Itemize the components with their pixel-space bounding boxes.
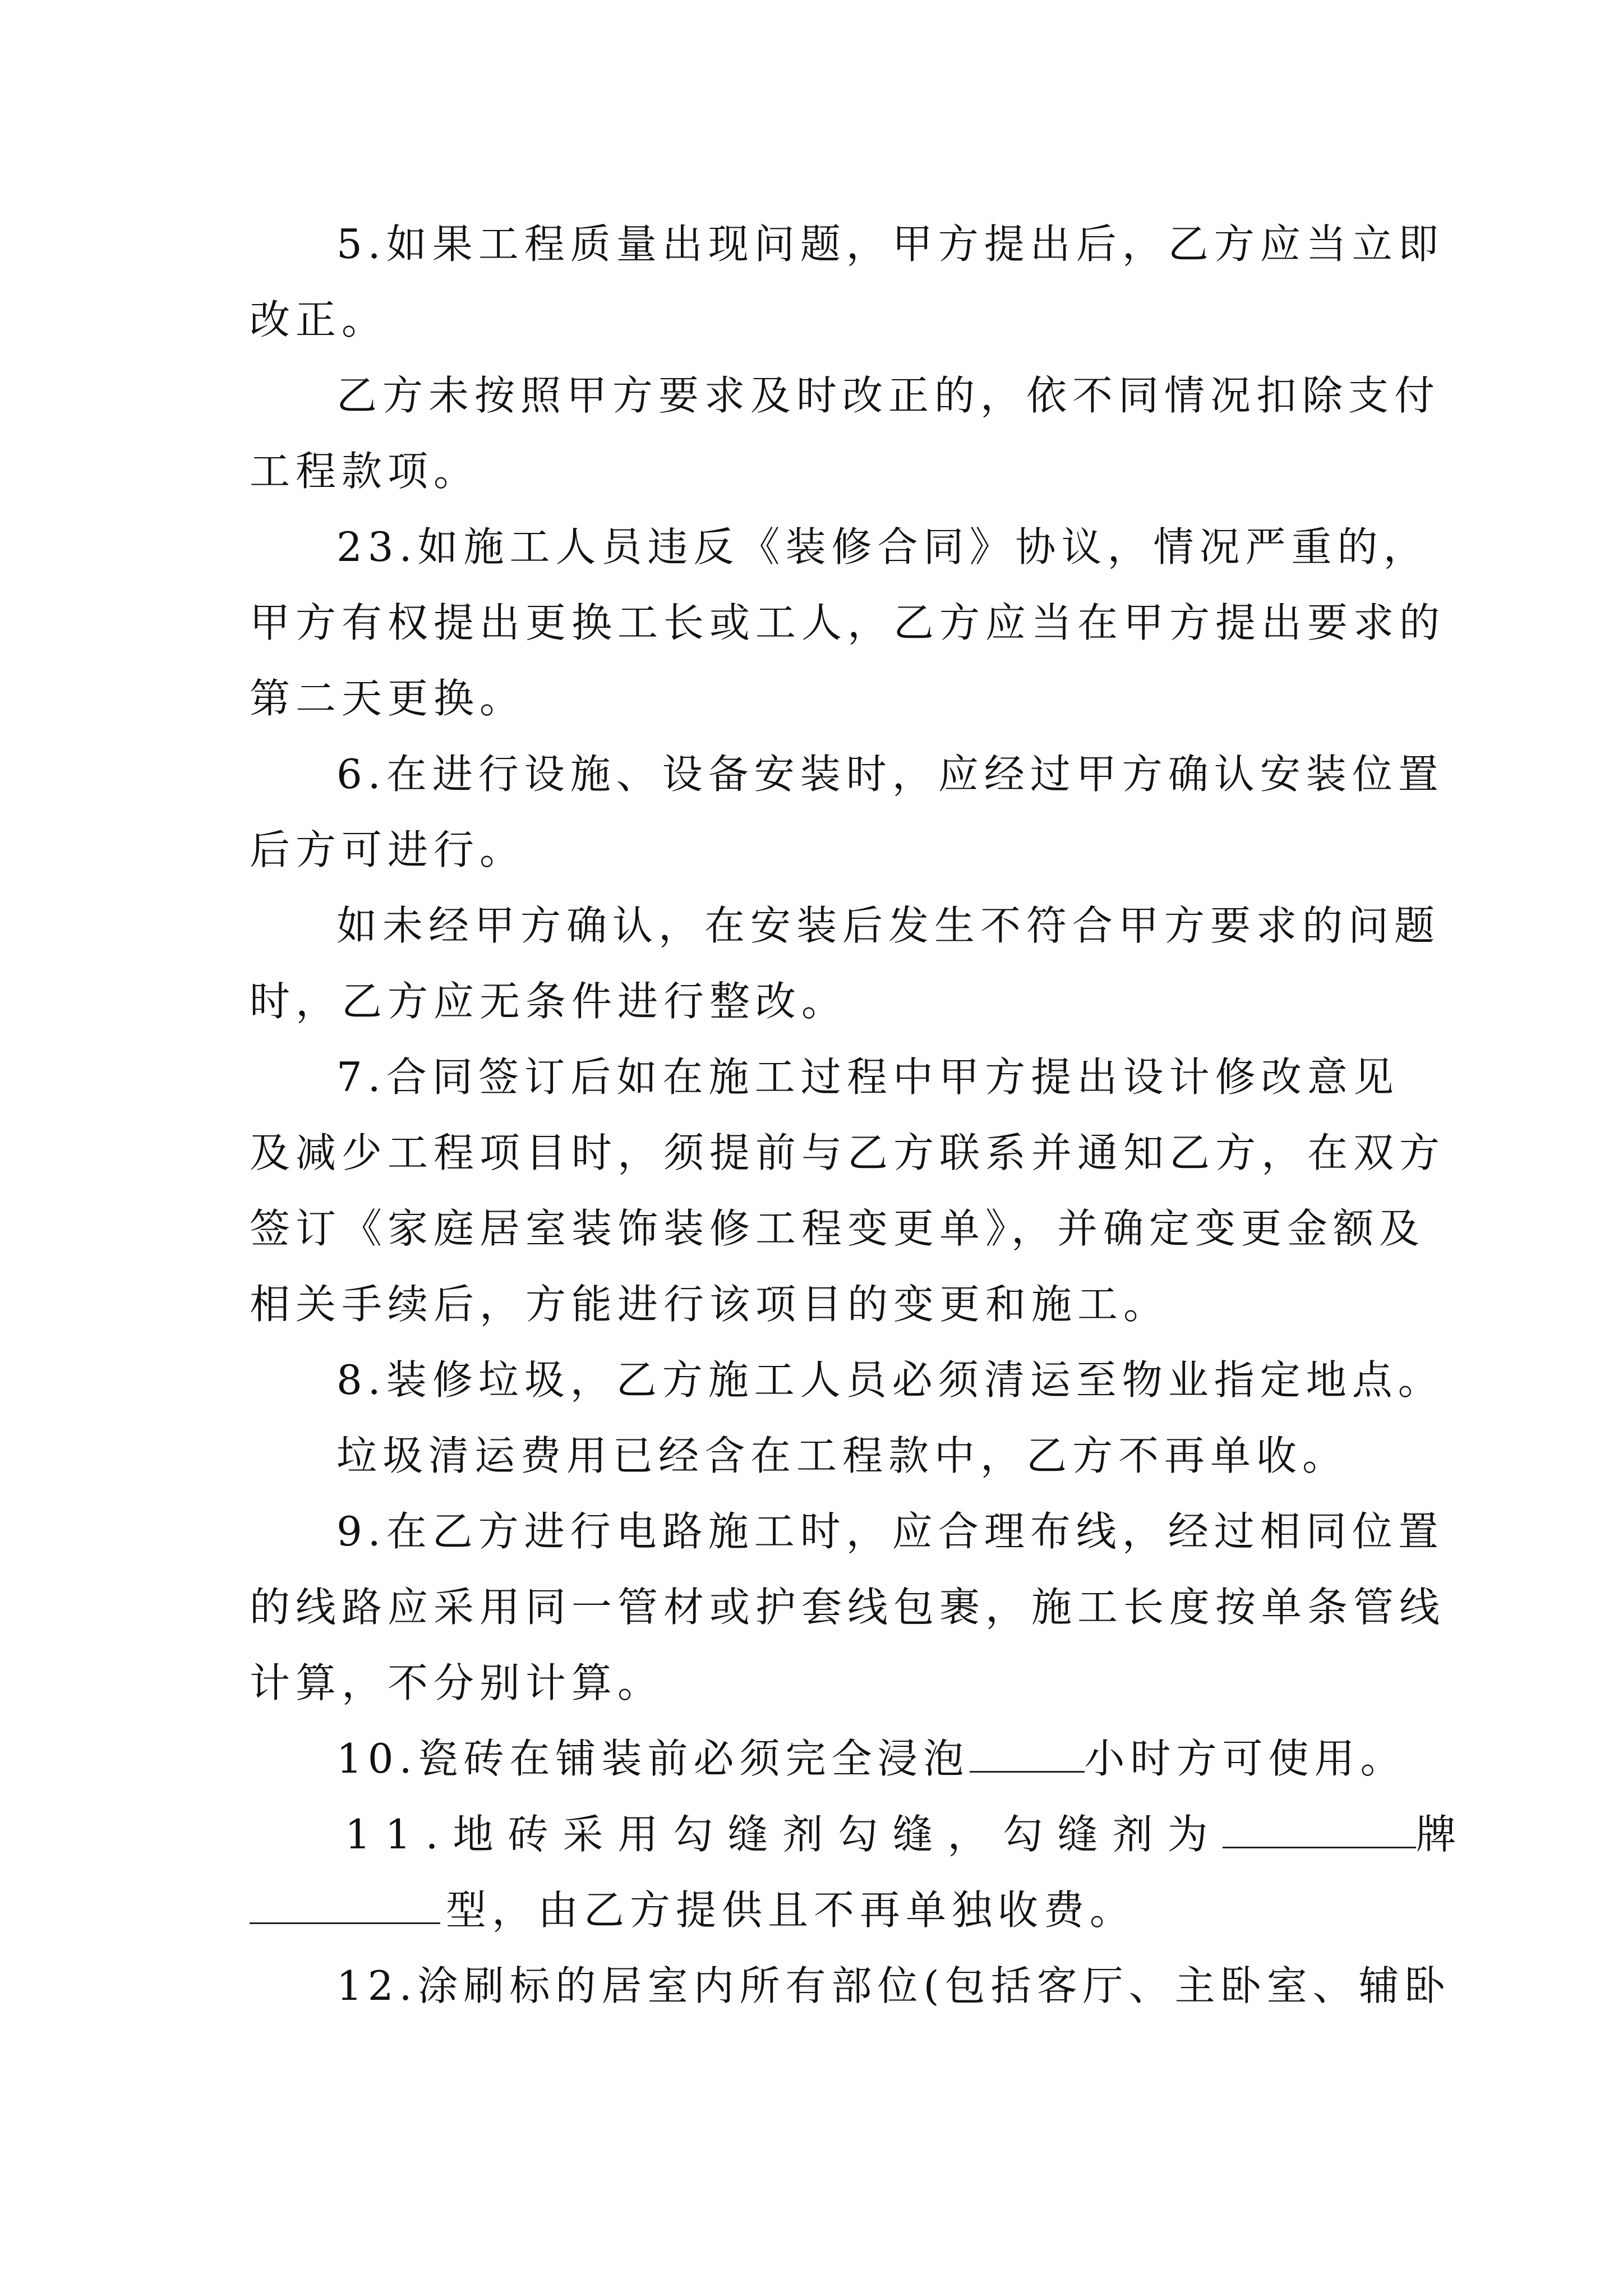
clause-10-line [336, 1728, 1407, 1789]
clause-6-note-line-2: 时，乙方应无条件进行整改。 [250, 978, 848, 1025]
grout-brand-blank [1223, 1811, 1416, 1848]
clause-23-line-3: 第二天更换。 [250, 675, 526, 722]
clause-6-note-line-1: 如未经甲方确认，在安装后发生不符合甲方要求的问题 [336, 902, 1441, 949]
clause-11-text-after: 牌 [1415, 1811, 1471, 1858]
clause-7-line-3: 签订《家庭居室装饰装修工程变更单》，并确定变更金额及 [250, 1205, 1426, 1252]
clause-7-line-4: 相关手续后，方能进行该项目的变更和施工。 [250, 1281, 1170, 1328]
clause-7-line-1: 7.合同签订后如在施工过程中甲方提出设计修改意见 [336, 1053, 1399, 1101]
clause-9-line-1: 9.在乙方进行电路施工时，应合理布线，经过相同位置 [336, 1508, 1444, 1555]
clause-10-text-before: 10.瓷砖在铺装前必须完全浸泡 [336, 1735, 970, 1782]
clause-10-text-after: 小时方可使用。 [1084, 1735, 1407, 1782]
clause-5-line-1: 5.如果工程质量出现问题，甲方提出后，乙方应当立即 [336, 220, 1444, 268]
clause-7-line-2: 及减少工程项目时，须提前与乙方联系并通知乙方，在双方 [250, 1129, 1446, 1176]
clause-9-line-3: 计算，不分别计算。 [250, 1659, 664, 1706]
soak-hours-blank [970, 1735, 1085, 1773]
clause-5-line-2: 改正。 [250, 296, 388, 343]
clause-23-line-1: 23.如施工人员违反《装修合同》协议，情况严重的， [336, 523, 1430, 570]
clause-11-line-2-text: 型，由乙方提供且不再单独收费。 [446, 1887, 1136, 1934]
clause-8-line-1: 8.装修垃圾，乙方施工人员必须清运至物业指定地点。 [336, 1356, 1444, 1404]
clause-5-note-line-1: 乙方未按照甲方要求及时改正的，依不同情况扣除支付 [336, 372, 1441, 419]
clause-5-note-line-2: 工程款项。 [250, 448, 480, 495]
grout-model-blank [250, 1887, 440, 1924]
clause-11-line-1 [345, 1803, 1471, 1865]
clause-6-line-2: 后方可进行。 [250, 826, 526, 873]
clause-6-line-1: 6.在进行设施、设备安装时，应经过甲方确认安装位置 [336, 751, 1444, 798]
clause-9-line-2: 的线路应采用同一管材或护套线包裹，施工长度按单条管线 [250, 1584, 1446, 1631]
clause-11-text-before: 11.地砖采用勾缝剂勾缝，勾缝剂为 [345, 1811, 1223, 1858]
clause-23-line-2: 甲方有权提出更换工长或工人，乙方应当在甲方提出要求的 [250, 599, 1446, 646]
clause-11-line-2 [250, 1879, 1399, 1941]
clause-12-line-1: 12.涂刷标的居室内所有部位(包括客厅、主卧室、辅卧 [336, 1962, 1451, 2009]
clause-8-line-2: 垃圾清运费用已经含在工程款中，乙方不再单收。 [336, 1432, 1349, 1479]
